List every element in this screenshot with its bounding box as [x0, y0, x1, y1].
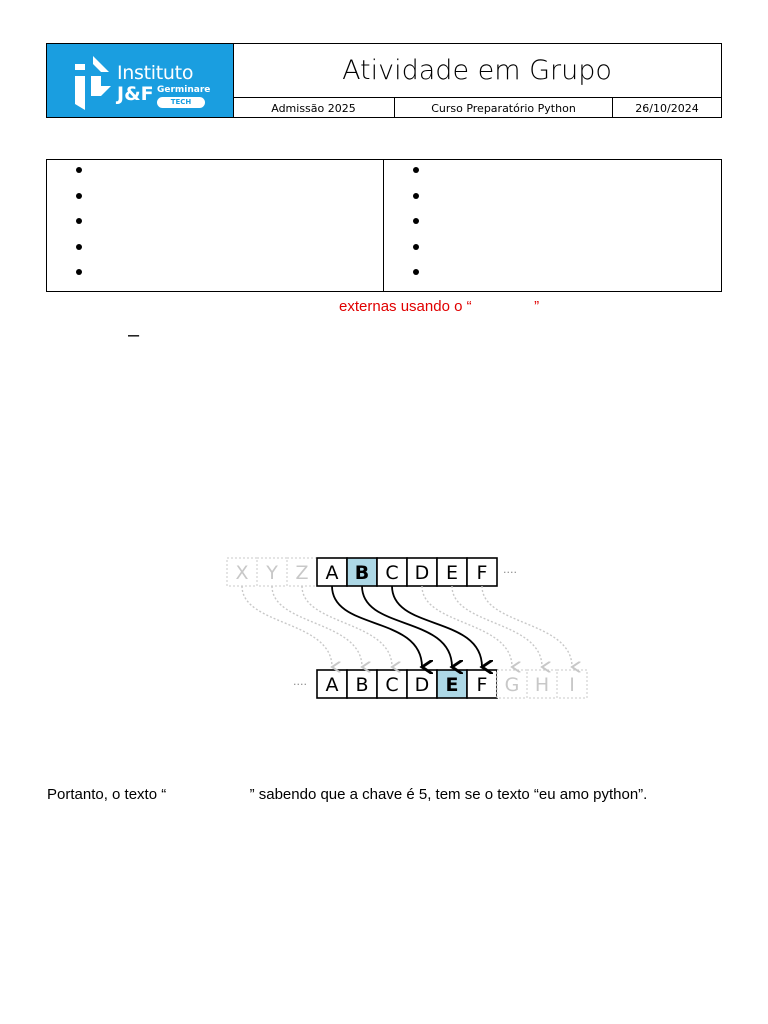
- cipher-letter: G: [504, 674, 520, 696]
- bullet-dot: [76, 218, 82, 224]
- page-title: Atividade em Grupo: [342, 55, 612, 86]
- bullet-dot: [76, 269, 82, 275]
- shift-arrow: [362, 586, 452, 667]
- ghost-arrow: [482, 586, 572, 667]
- logo-mark-icon: [75, 56, 113, 110]
- ellipsis-text: ····: [293, 678, 307, 691]
- cipher-letter: D: [414, 674, 430, 696]
- shift-arrow: [392, 586, 482, 667]
- course-label: Curso Preparatório Python: [395, 98, 613, 118]
- bullet-dot: [413, 244, 419, 250]
- logo-text-jf: J&F: [117, 83, 154, 105]
- bullet-dot: [413, 167, 419, 173]
- caesar-cipher-diagram: [226, 556, 588, 702]
- cipher-letter: Y: [266, 562, 278, 584]
- logo-badge-tech: TECH: [157, 97, 205, 108]
- cipher-letter: D: [414, 562, 430, 584]
- cipher-letter: F: [476, 674, 488, 696]
- cipher-letter: Z: [295, 562, 309, 584]
- logo-text-germinare: Germinare: [157, 85, 211, 95]
- bullet-dot: [76, 167, 82, 173]
- bullet-dot: [76, 193, 82, 199]
- document-header: [46, 43, 722, 118]
- cipher-letter: F: [476, 562, 488, 584]
- cipher-letter: A: [325, 562, 339, 584]
- institute-logo: [47, 44, 234, 117]
- cipher-letter: E: [445, 562, 459, 584]
- bullet-dot: [413, 218, 419, 224]
- ghost-arrow: [302, 586, 392, 667]
- dash-mark: –: [128, 324, 140, 346]
- bullet-dot: [76, 244, 82, 250]
- shift-arrow: [332, 586, 422, 667]
- cipher-letter: B: [354, 562, 370, 584]
- ghost-arrow: [272, 586, 362, 667]
- cipher-letter: C: [385, 674, 399, 696]
- ghost-arrow: [242, 586, 332, 667]
- ghost-arrow: [452, 586, 542, 667]
- cipher-letter: I: [569, 674, 575, 696]
- cipher-letter: C: [385, 562, 399, 584]
- conclusion-text: Portanto, o texto “ ” sabendo que a chave é 5, tem se o texto “eu amo python”.: [47, 786, 648, 803]
- bullet-dot: [413, 269, 419, 275]
- ellipsis-text: ····: [503, 566, 517, 579]
- logo-text-instituto: Instituto: [117, 62, 194, 84]
- bullet-column-left: [47, 160, 384, 291]
- ghost-arrow: [422, 586, 512, 667]
- bullet-column-right: [384, 160, 721, 291]
- red-instruction-text: externas usando o “ ”: [339, 298, 540, 315]
- cipher-letter: H: [534, 674, 550, 696]
- bullet-table: [46, 159, 722, 292]
- cipher-letter: A: [325, 674, 339, 696]
- admission-label: Admissão 2025: [233, 98, 395, 118]
- cipher-letter: B: [355, 674, 369, 696]
- cipher-letter: X: [235, 562, 249, 584]
- bullet-dot: [413, 193, 419, 199]
- date-label: 26/10/2024: [635, 101, 699, 115]
- header-meta-row: [233, 97, 721, 118]
- cipher-letter: E: [445, 674, 459, 696]
